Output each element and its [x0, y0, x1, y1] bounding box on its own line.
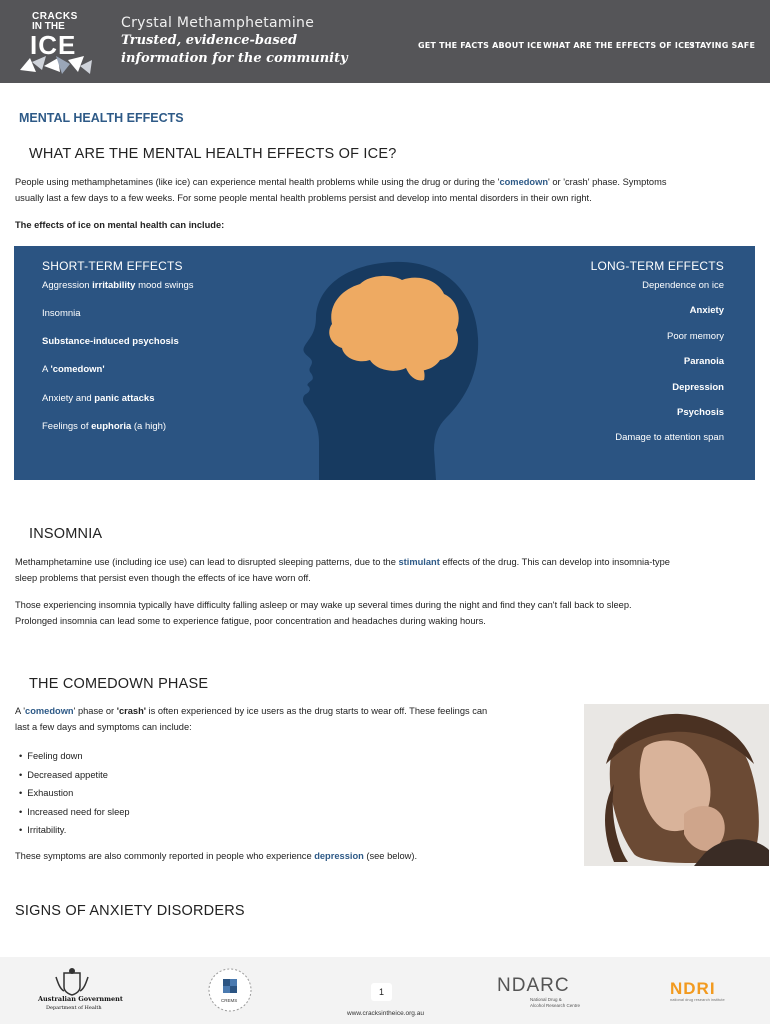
- comedown-link[interactable]: comedown: [499, 177, 549, 187]
- comedown-paragraph-1: A 'comedown' phase or 'crash' is often experienced by ice users as the drug starts to wear off. These feelings can last a few days and symptoms can include:: [15, 706, 488, 732]
- ndarc-subtitle: National Drug & Alcohol Research Centre: [530, 997, 581, 1008]
- tagline-line-2: information for the community: [121, 51, 348, 66]
- long-effect-poor-memory: Poor memory: [666, 331, 724, 342]
- effects-intro: The effects of ice on mental health can include:: [15, 220, 225, 230]
- nav-effects-of-ice[interactable]: WHAT ARE THE EFFECTS OF ICE?: [543, 41, 695, 50]
- list-item: • Feeling down: [19, 747, 130, 766]
- mental-health-effects-infographic: [14, 246, 755, 480]
- gov-department: Department of Health: [46, 1005, 102, 1011]
- long-term-title: LONG-TERM EFFECTS: [590, 259, 724, 273]
- long-effect-paranoia: Paranoia: [683, 356, 724, 367]
- list-item: • Increased need for sleep: [19, 803, 130, 822]
- cracks-in-the-ice-logo[interactable]: [18, 8, 98, 74]
- ndarc-logo: NDARC: [497, 975, 570, 996]
- logo-line-3: ICE: [30, 30, 77, 60]
- long-effect-dependence: Dependence on ice: [642, 280, 724, 291]
- depression-link[interactable]: depression: [314, 851, 364, 861]
- crems-logo: [207, 967, 253, 1013]
- footer-url[interactable]: www.cracksintheice.org.au: [347, 1010, 424, 1017]
- comedown-phase-link[interactable]: comedown: [25, 706, 74, 716]
- short-effect-psychosis: Substance-induced psychosis: [42, 336, 179, 347]
- coat-of-arms-icon: [52, 967, 92, 997]
- short-effect-insomnia: Insomnia: [42, 308, 81, 319]
- list-item: • Decreased appetite: [19, 766, 130, 785]
- site-header: [0, 0, 770, 83]
- insomnia-heading: INSOMNIA: [29, 526, 103, 542]
- short-effect-euphoria: Feelings of euphoria (a high): [42, 421, 167, 432]
- stimulant-link[interactable]: stimulant: [398, 557, 440, 567]
- intro-paragraph: People using methamphetamines (like ice) can experience mental health problems while using the drug or during the 'comedown' or 'crash' phase. Symptoms usually last a few days to a few weeks. For some people mental health problems persist and develop into mental disorders in their own right.: [15, 177, 667, 203]
- short-effect-comedown: A 'comedown': [42, 364, 105, 375]
- long-effect-psychosis: Psychosis: [677, 407, 724, 418]
- tagline-line-1: Trusted, evidence-based: [121, 33, 298, 48]
- ice-shards-icon: [18, 52, 98, 76]
- short-effect-anxiety: Anxiety and panic attacks: [42, 393, 155, 404]
- tagline-title: Crystal Methamphetamine: [121, 15, 315, 31]
- page-number: 1: [371, 983, 392, 1001]
- insomnia-paragraph-1: Methamphetamine use (including ice use) can lead to disrupted sleeping patterns, due to the stimulant effects of the drug. This can develop into insomnia-type sleep problems that persist even though the effects of ice have worn off.: [15, 557, 670, 583]
- nav-get-the-facts[interactable]: GET THE FACTS ABOUT ICE: [418, 41, 543, 50]
- list-item: • Exhaustion: [19, 784, 130, 803]
- anxiety-heading: SIGNS OF ANXIETY DISORDERS: [15, 903, 245, 919]
- long-effect-depression: Depression: [672, 382, 724, 393]
- logo-line-1: CRACKS: [32, 11, 78, 22]
- gov-name: Australian Government: [38, 995, 123, 1003]
- comedown-heading: THE COMEDOWN PHASE: [29, 676, 209, 692]
- list-item: • Irritability.: [19, 821, 130, 840]
- intro-heading: WHAT ARE THE MENTAL HEALTH EFFECTS OF ICE?: [29, 146, 397, 162]
- short-effect-aggression: Aggression irritability mood swings: [42, 280, 194, 291]
- logo-line-2: IN THE: [32, 21, 65, 32]
- long-effect-attention-span: Damage to attention span: [615, 432, 724, 443]
- crems-label: CREMS: [221, 998, 238, 1003]
- ndri-subtitle: national drug research institute: [670, 997, 725, 1002]
- nav-staying-safe[interactable]: STAYING SAFE: [689, 41, 756, 50]
- short-term-title: SHORT-TERM EFFECTS: [42, 259, 183, 273]
- comedown-paragraph-2: These symptoms are also commonly reported in people who experience depression (see below).: [15, 851, 418, 861]
- ndri-logo: NDRI: [670, 979, 716, 998]
- long-effect-anxiety: Anxiety: [689, 305, 724, 316]
- section-label: MENTAL HEALTH EFFECTS: [19, 111, 184, 125]
- insomnia-paragraph-2: Those experiencing insomnia typically have difficulty falling asleep or may wake up several times during the night and find they can't fall back to sleep. Prolonged insomnia can lead some to experience fatigue, poor concentration and headaches during waking hours.: [15, 600, 632, 626]
- distressed-woman-photo: [584, 704, 769, 866]
- symptoms-list: [19, 747, 130, 840]
